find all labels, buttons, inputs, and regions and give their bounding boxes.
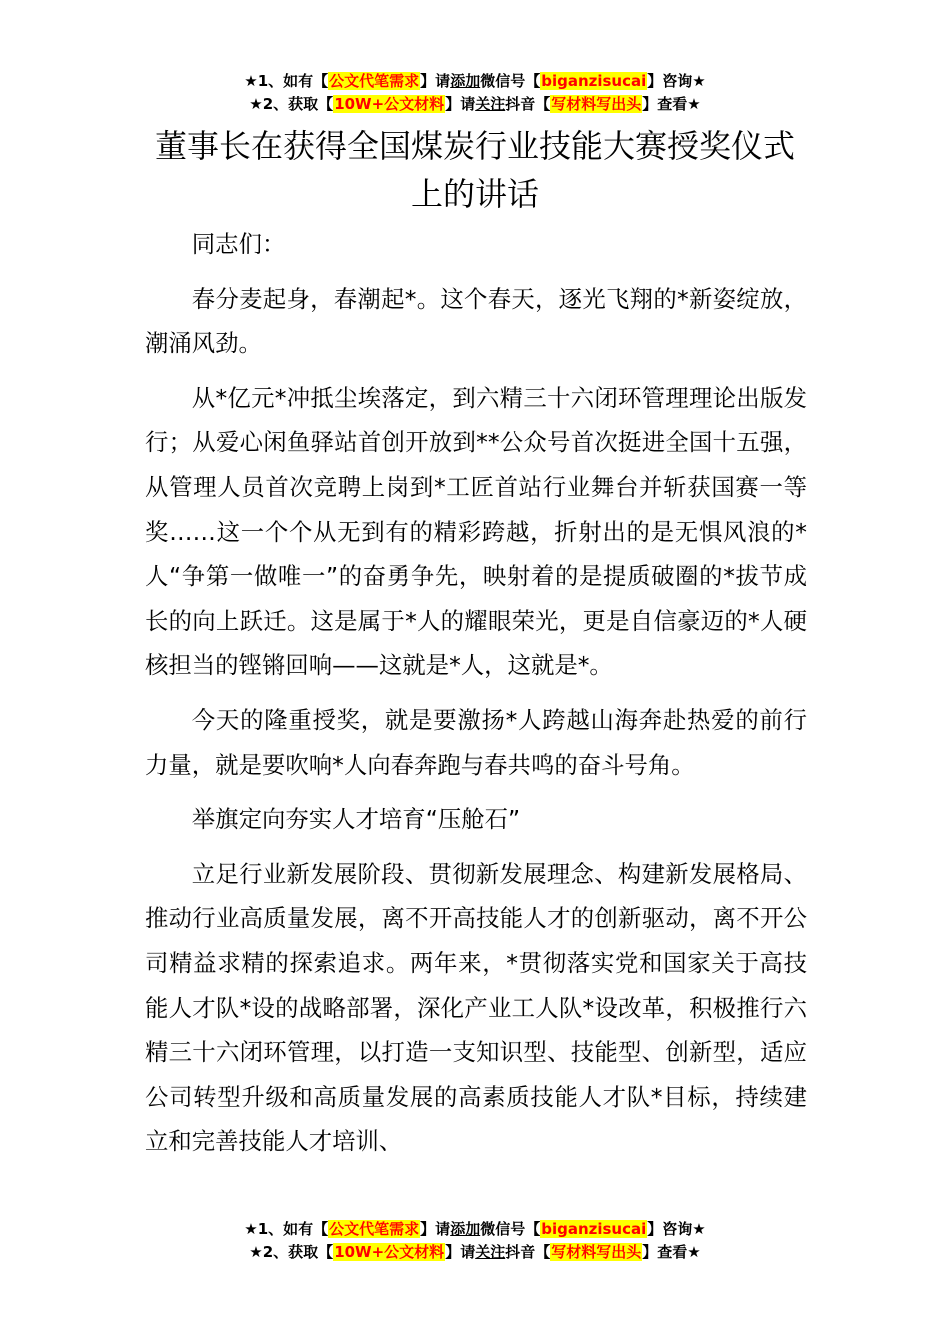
banner-text: 】请 — [445, 1243, 476, 1261]
footer-banner — [0, 1218, 950, 1264]
banner-line-2 — [0, 93, 950, 116]
document-body — [145, 222, 807, 1174]
banner-text: 微信号【 — [480, 72, 541, 90]
banner-text: ★1、如有【 — [244, 72, 329, 90]
banner-line-2 — [0, 1241, 950, 1264]
banner-text: 】请 — [420, 1220, 451, 1238]
banner-text: 抖音【 — [505, 1243, 551, 1261]
highlight-service: 公文代笔需求 — [329, 1220, 420, 1238]
highlight-wechat-id: biganzisucai — [541, 72, 647, 90]
banner-text: 】请 — [445, 95, 476, 113]
banner-line-1 — [0, 1218, 950, 1241]
section-heading: 举旗定向夯实人才培育“压舱石” — [191, 805, 521, 834]
banner-text: 】查看★ — [642, 1243, 701, 1261]
highlight-wechat-id: biganzisucai — [541, 1220, 647, 1238]
banner-underlined: 添加 — [450, 1220, 481, 1238]
banner-underlined: 关注 — [475, 1243, 506, 1261]
banner-text: ★1、如有【 — [244, 1220, 329, 1238]
paragraph: 立足行业新发展阶段、贯彻新发展理念、构建新发展格局、推动行业高质量发展，离不开高技能人才的创新驱动，离不开公司精益求精的探索追求。两年来，*贯彻落实党和国家关于高技能人才队*设的战略部署，深化产业工人队*设改革，积极推行六精三十六闭环管理，以打造一支知识型、技能型、创新型，适应公司转型升级和高质量发展的高素质技能人才队*目标，持续建立和完善技能人才培训、 — [145, 859, 807, 1156]
banner-underlined: 关注 — [475, 95, 506, 113]
highlight-service: 公文代笔需求 — [329, 72, 420, 90]
paragraph: 今天的隆重授奖，就是要激扬*人跨越山海奔赴热爱的前行力量，就是要吹响*人向春奔跑与春共鸣的奋斗号角。 — [145, 705, 807, 779]
banner-text: 】咨询★ — [647, 72, 706, 90]
document-title: 董事长在获得全国煤炭行业技能大赛授奖仪式上的讲话 — [154, 127, 795, 213]
paragraph: 从*亿元*冲抵尘埃落定，到六精三十六闭环管理理论出版发行；从爱心闲鱼驿站首创开放到**公众号首次挺进全国十五强，从管理人员首次竞聘上岗到*工匠首站行业舞台并斩获国赛一等奖……这一个个从无到有的精彩跨越，折射出的是无惧风浪的*人“争第一做唯一”的奋勇争先，映射着的是提质破圈的*拔节成长的向上跃迁。这是属于*人的耀眼荣光，更是自信豪迈的*人硬核担当的铿锵回响——这就是*人，这就是*。 — [145, 383, 807, 680]
banner-text: ★2、获取【 — [249, 95, 334, 113]
banner-text: 】咨询★ — [647, 1220, 706, 1238]
banner-text: 抖音【 — [505, 95, 551, 113]
highlight-douyin-id: 写材料写出头 — [551, 95, 642, 113]
banner-text: 微信号【 — [480, 1220, 541, 1238]
salutation: 同志们： — [191, 230, 286, 258]
banner-text: ★2、获取【 — [249, 1243, 334, 1261]
banner-underlined: 添加 — [450, 72, 481, 90]
header-banner — [0, 70, 950, 116]
banner-text: 】请 — [420, 72, 451, 90]
banner-line-1 — [0, 70, 950, 93]
highlight-materials: 10W+公文材料 — [334, 95, 445, 113]
paragraph: 春分麦起身，春潮起*。这个春天，逐光飞翔的*新姿绽放，潮涌风劲。 — [145, 284, 807, 358]
highlight-materials: 10W+公文材料 — [334, 1243, 445, 1261]
highlight-douyin-id: 写材料写出头 — [551, 1243, 642, 1261]
banner-text: 】查看★ — [642, 95, 701, 113]
